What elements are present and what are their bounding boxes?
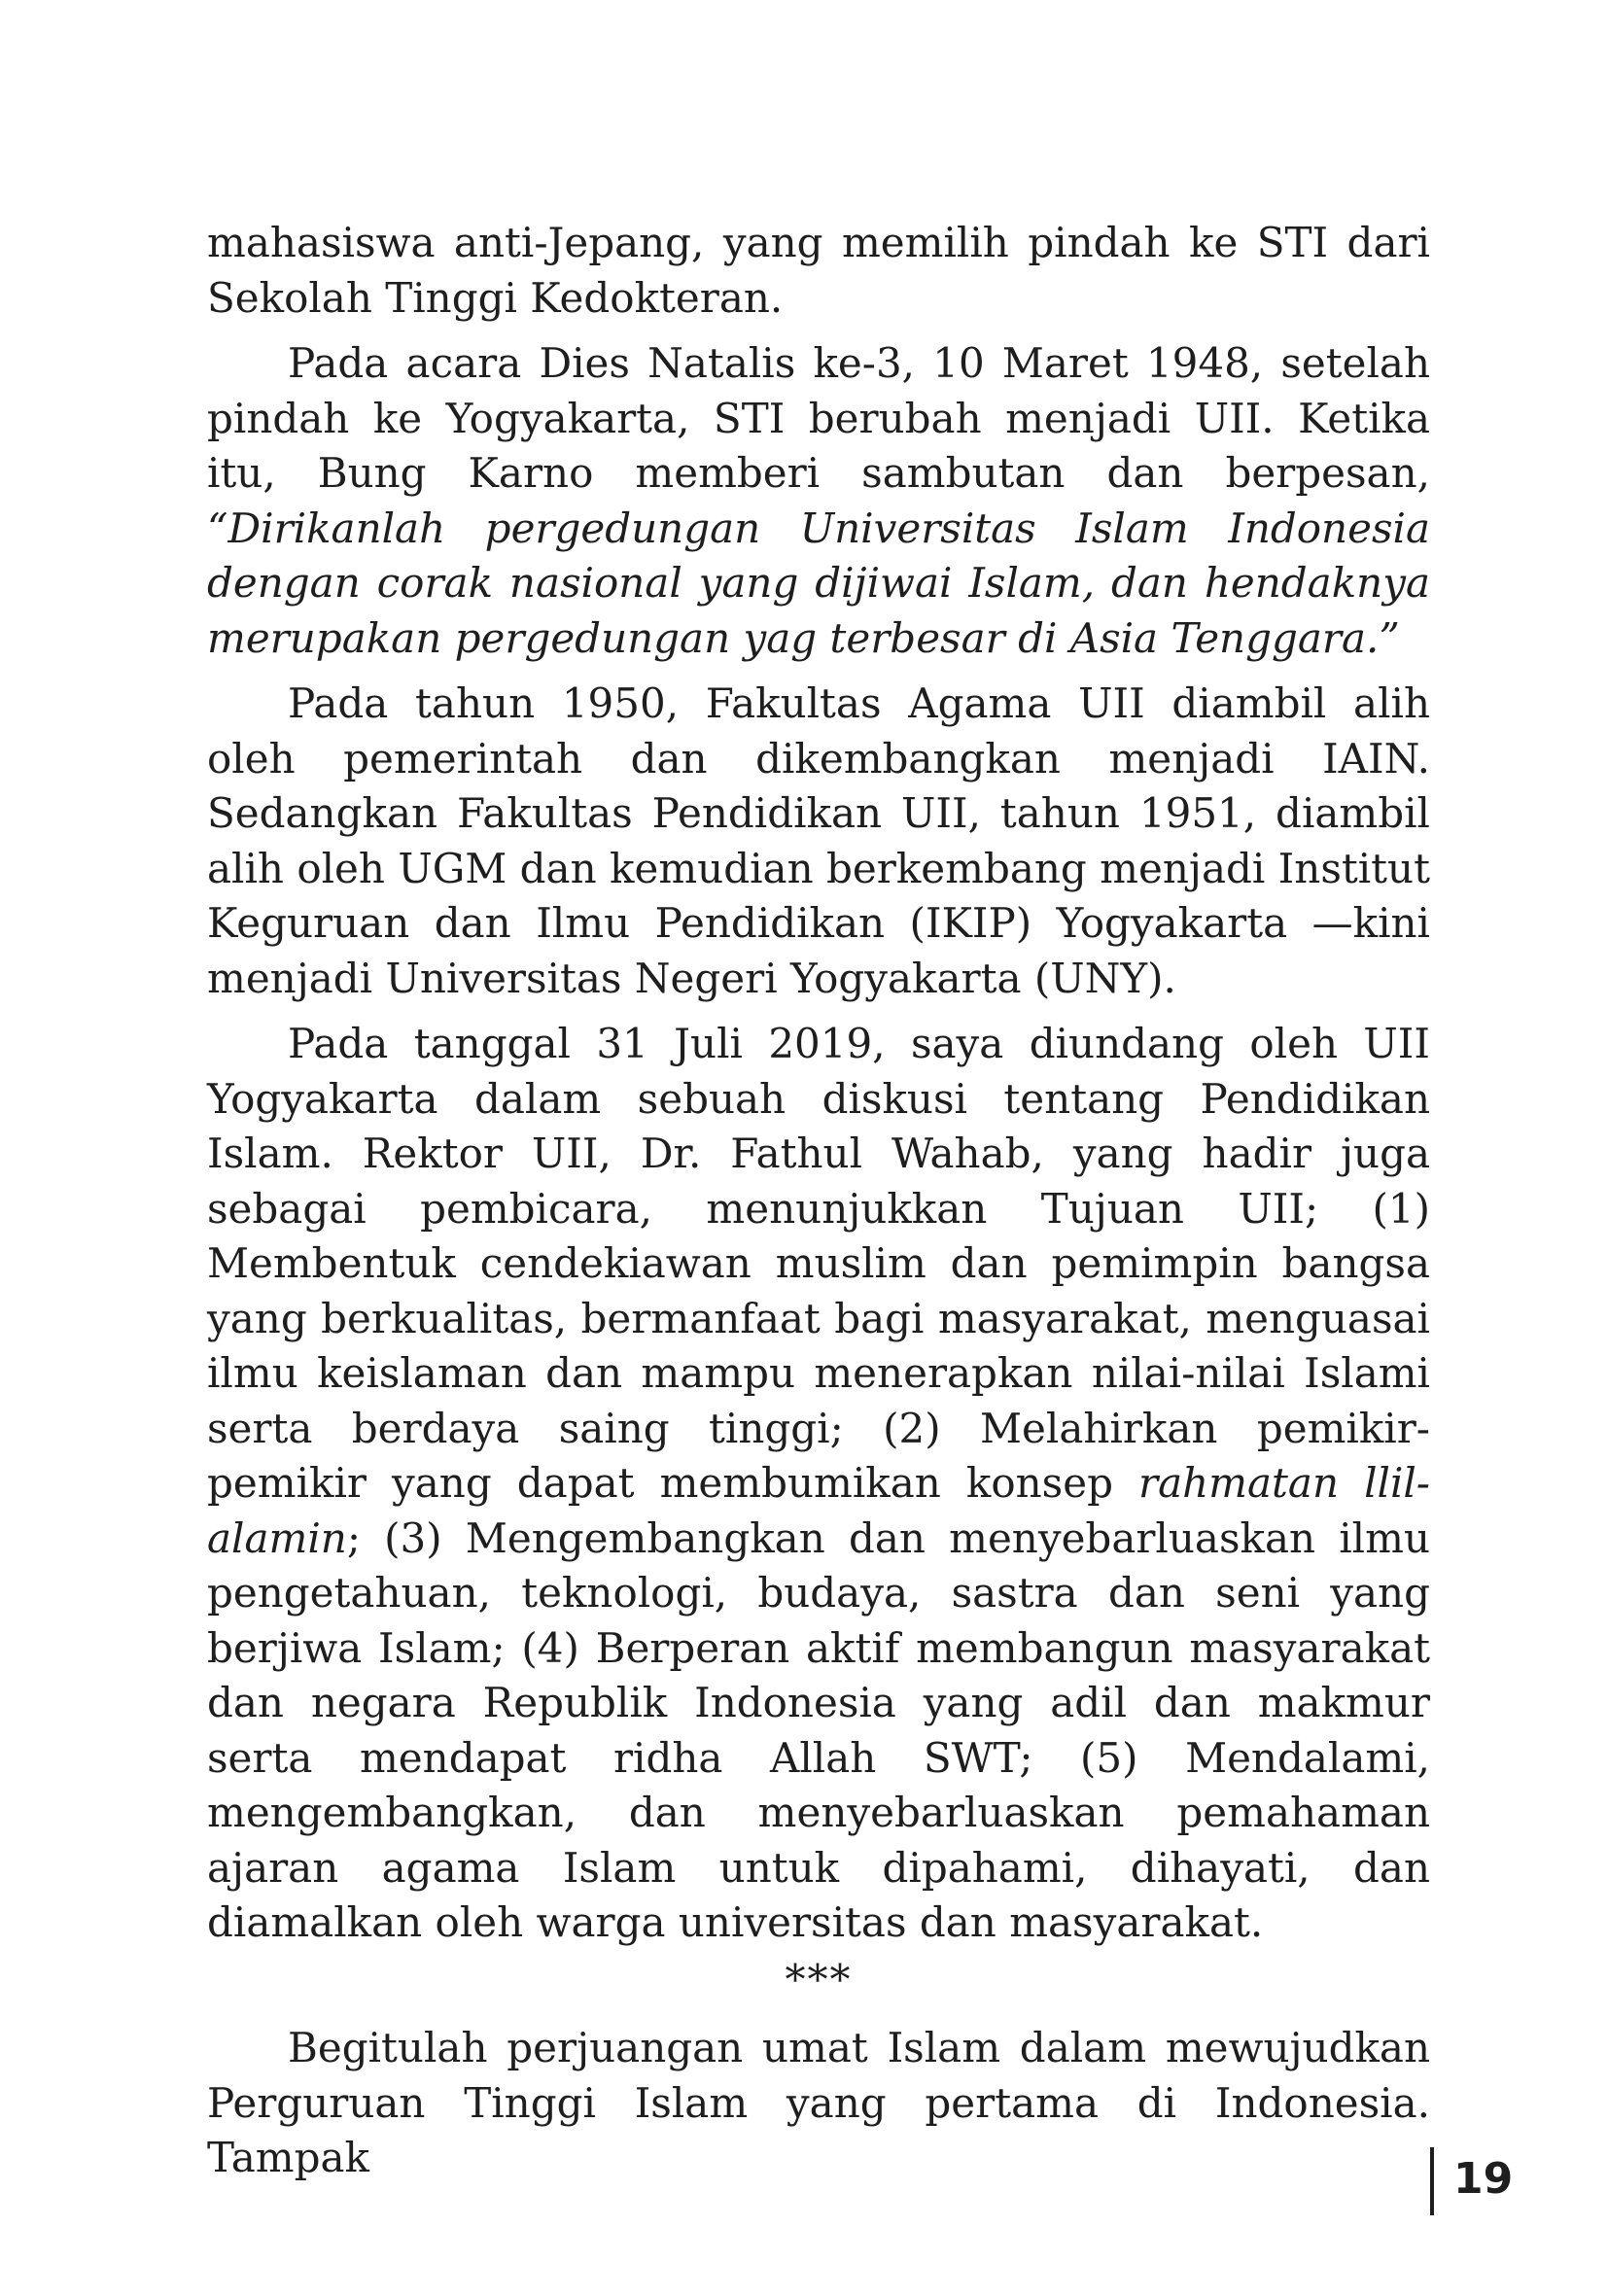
page-number: 19 [1430, 2147, 1513, 2215]
paragraph-text: ; (3) Mengembangkan dan menyebarluaskan ilmu pengetahuan, teknologi, budaya, sastra dan seni yang berjiwa Islam; (4) Berperan aktif membangun masyarakat dan negara Republik Indonesia yang adil dan makmur serta mendapat ridha Allah SWT; (5) Mendalami, mengembangkan, dan menyebarluaskan pemahaman ajaran agama Islam untuk dipahami, dihayati, dan diamalkan oleh warga universitas dan masyarakat. [207, 1513, 1430, 1946]
paragraph-continuation: mahasiswa anti-Jepang, yang memilih pindah ke STI dari Sekolah Tinggi Kedokteran. [207, 219, 1430, 322]
paragraph-text: Pada acara Dies Natalis ke-3, 10 Maret 1948, setelah pindah ke Yogyakarta, STI berubah menjadi UII. Ketika itu, Bung Karno memberi sambutan dan berpesan, [207, 339, 1430, 497]
paragraph-tujuan-uii [207, 1017, 1430, 1951]
page-body [207, 216, 1430, 2186]
italic-term: rahmatan llil-alamin [207, 1459, 1430, 1562]
paragraph-text: Pada tanggal 31 Juli 2019, saya diundang oleh UII Yogyakarta dalam sebuah diskusi tentang Pendidikan Islam. Rektor UII, Dr. Fathul Wahab, yang hadir juga sebagai pembicara, menunjukkan Tujuan UII; (1) Membentuk cendekiawan muslim dan pemimpin bangsa yang berkualitas, bermanfaat bagi masyarakat, menguasai ilmu keislaman dan mampu menerapkan nilai-nilai Islami serta berdaya saing tinggi; (2) Melahirkan pemikir-pemikir yang dapat membumikan konsep [207, 1020, 1430, 1507]
section-separator: *** [785, 1955, 853, 2003]
bung-karno-quote: “Dirikanlah pergedungan Universitas Islam Indonesia dengan corak nasional yang dijiwai Islam, dan hendaknya merupakan pergedungan yag terbesar di Asia Tenggara.” [207, 504, 1430, 662]
paragraph-fakultas: Pada tahun 1950, Fakultas Agama UII diambil alih oleh pemerintah dan dikembangkan menjadi IAIN. Sedangkan Fakultas Pendidikan UII, tahun 1951, diambil alih oleh UGM dan kemudian berkembang menjadi Institut Keguruan dan Ilmu Pendidikan (IKIP) Yogyakarta —kini menjadi Universitas Negeri Yogyakarta (UNY). [207, 679, 1430, 1002]
paragraph-closing: Begitulah perjuangan umat Islam dalam mewujudkan Perguruan Tinggi Islam yang pertama di Indonesia. Tampak [207, 2024, 1430, 2181]
paragraph-dies-natalis [207, 336, 1430, 666]
